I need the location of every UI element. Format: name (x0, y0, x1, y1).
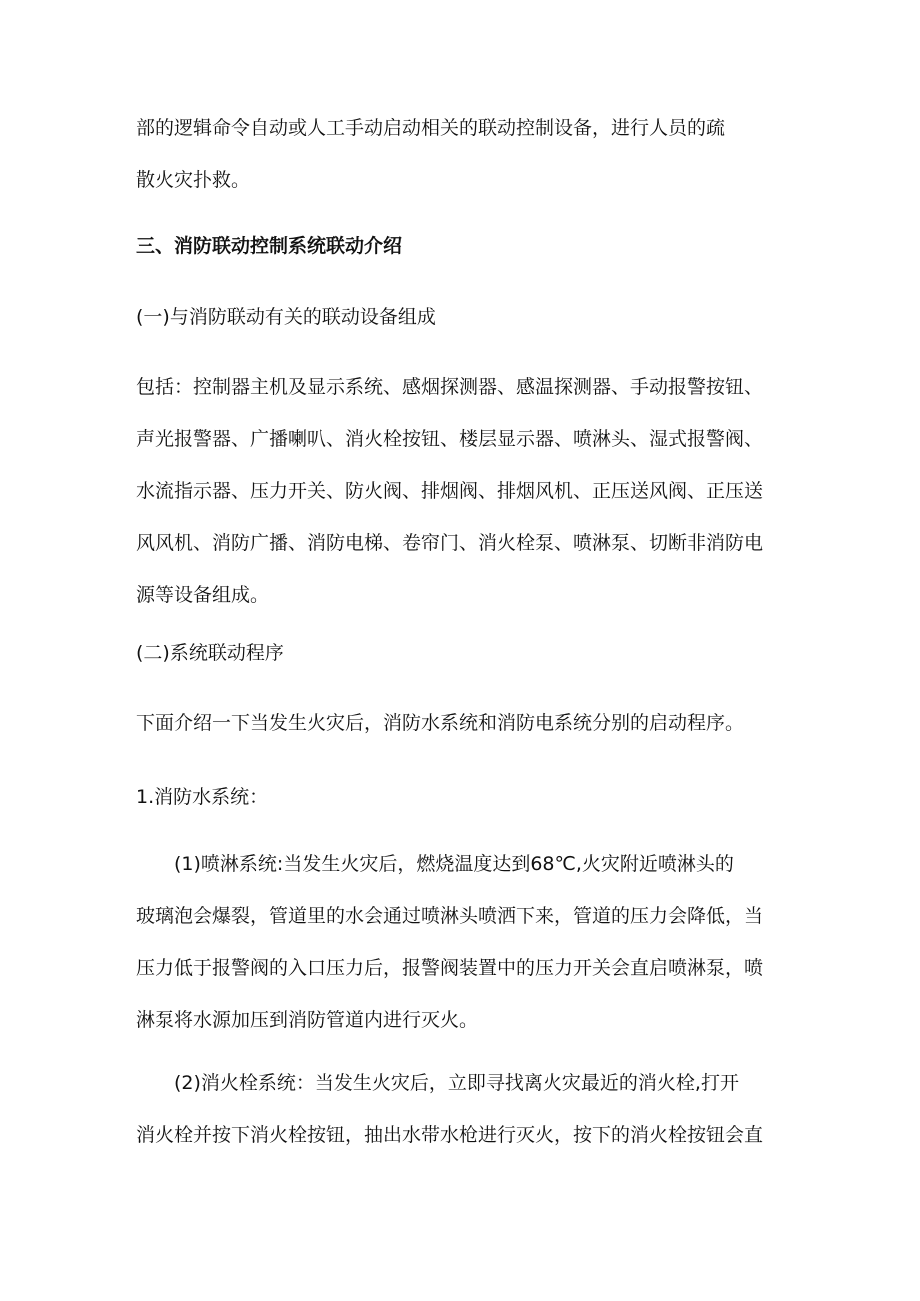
text-line: 淋泵将水源加压到消防管道内进行灭火。 (136, 1009, 479, 1031)
equipment-list-paragraph (136, 361, 800, 621)
section-heading (136, 220, 800, 272)
text-line: (1)喷淋系统:当发生火灾后，燃烧温度达到68℃,火灾附近喷淋头的 (174, 853, 734, 875)
subsection-heading-equipment (136, 291, 800, 343)
text-line: 包括：控制器主机及显示系统、感烟探测器、感温探测器、手动报警按钮、 (136, 376, 764, 398)
text-line: 散火灾扑救。 (136, 169, 251, 191)
sprinkler-system-paragraph (136, 838, 800, 1046)
hydrant-system-paragraph (136, 1057, 800, 1161)
text-line: 风风机、消防广播、消防电梯、卷帘门、消火栓泵、喷淋泵、切断非消防电 (136, 532, 764, 554)
text-line: (二)系统联动程序 (136, 642, 284, 664)
text-line: 声光报警器、广播喇叭、消火栓按钮、楼层显示器、喷淋头、湿式报警阀、 (136, 428, 764, 450)
text-line: 下面介绍一下当发生火灾后，消防水系统和消防电系统分别的启动程序。 (136, 712, 745, 734)
text-line: (一)与消防联动有关的联动设备组成 (136, 306, 436, 328)
text-line: 压力低于报警阀的入口压力后，报警阀装置中的压力开关会直启喷淋泵，喷 (136, 957, 764, 979)
text-line: (2)消火栓系统：当发生火灾后，立即寻找离火灾最近的消火栓,打开 (174, 1072, 739, 1094)
text-line: 1.消防水系统： (136, 786, 269, 808)
text-line: 部的逻辑命令自动或人工手动启动相关的联动控制设备，进行人员的疏 (136, 117, 726, 139)
section-heading-text: 三、消防联动控制系统联动介绍 (136, 235, 403, 257)
item-heading-water-system (136, 771, 800, 823)
text-line: 源等设备组成。 (136, 584, 270, 606)
subsection-heading-procedure (136, 627, 800, 679)
intro-continuation-paragraph (136, 102, 800, 206)
text-line: 消火栓并按下消火栓按钮，抽出水带水枪进行灭火，按下的消火栓按钮会直 (136, 1124, 764, 1146)
procedure-intro-paragraph (136, 697, 800, 749)
text-line: 玻璃泡会爆裂，管道里的水会通过喷淋头喷洒下来，管道的压力会降低，当 (136, 905, 764, 927)
text-line: 水流指示器、压力开关、防火阀、排烟阀、排烟风机、正压送风阀、正压送 (136, 480, 764, 502)
